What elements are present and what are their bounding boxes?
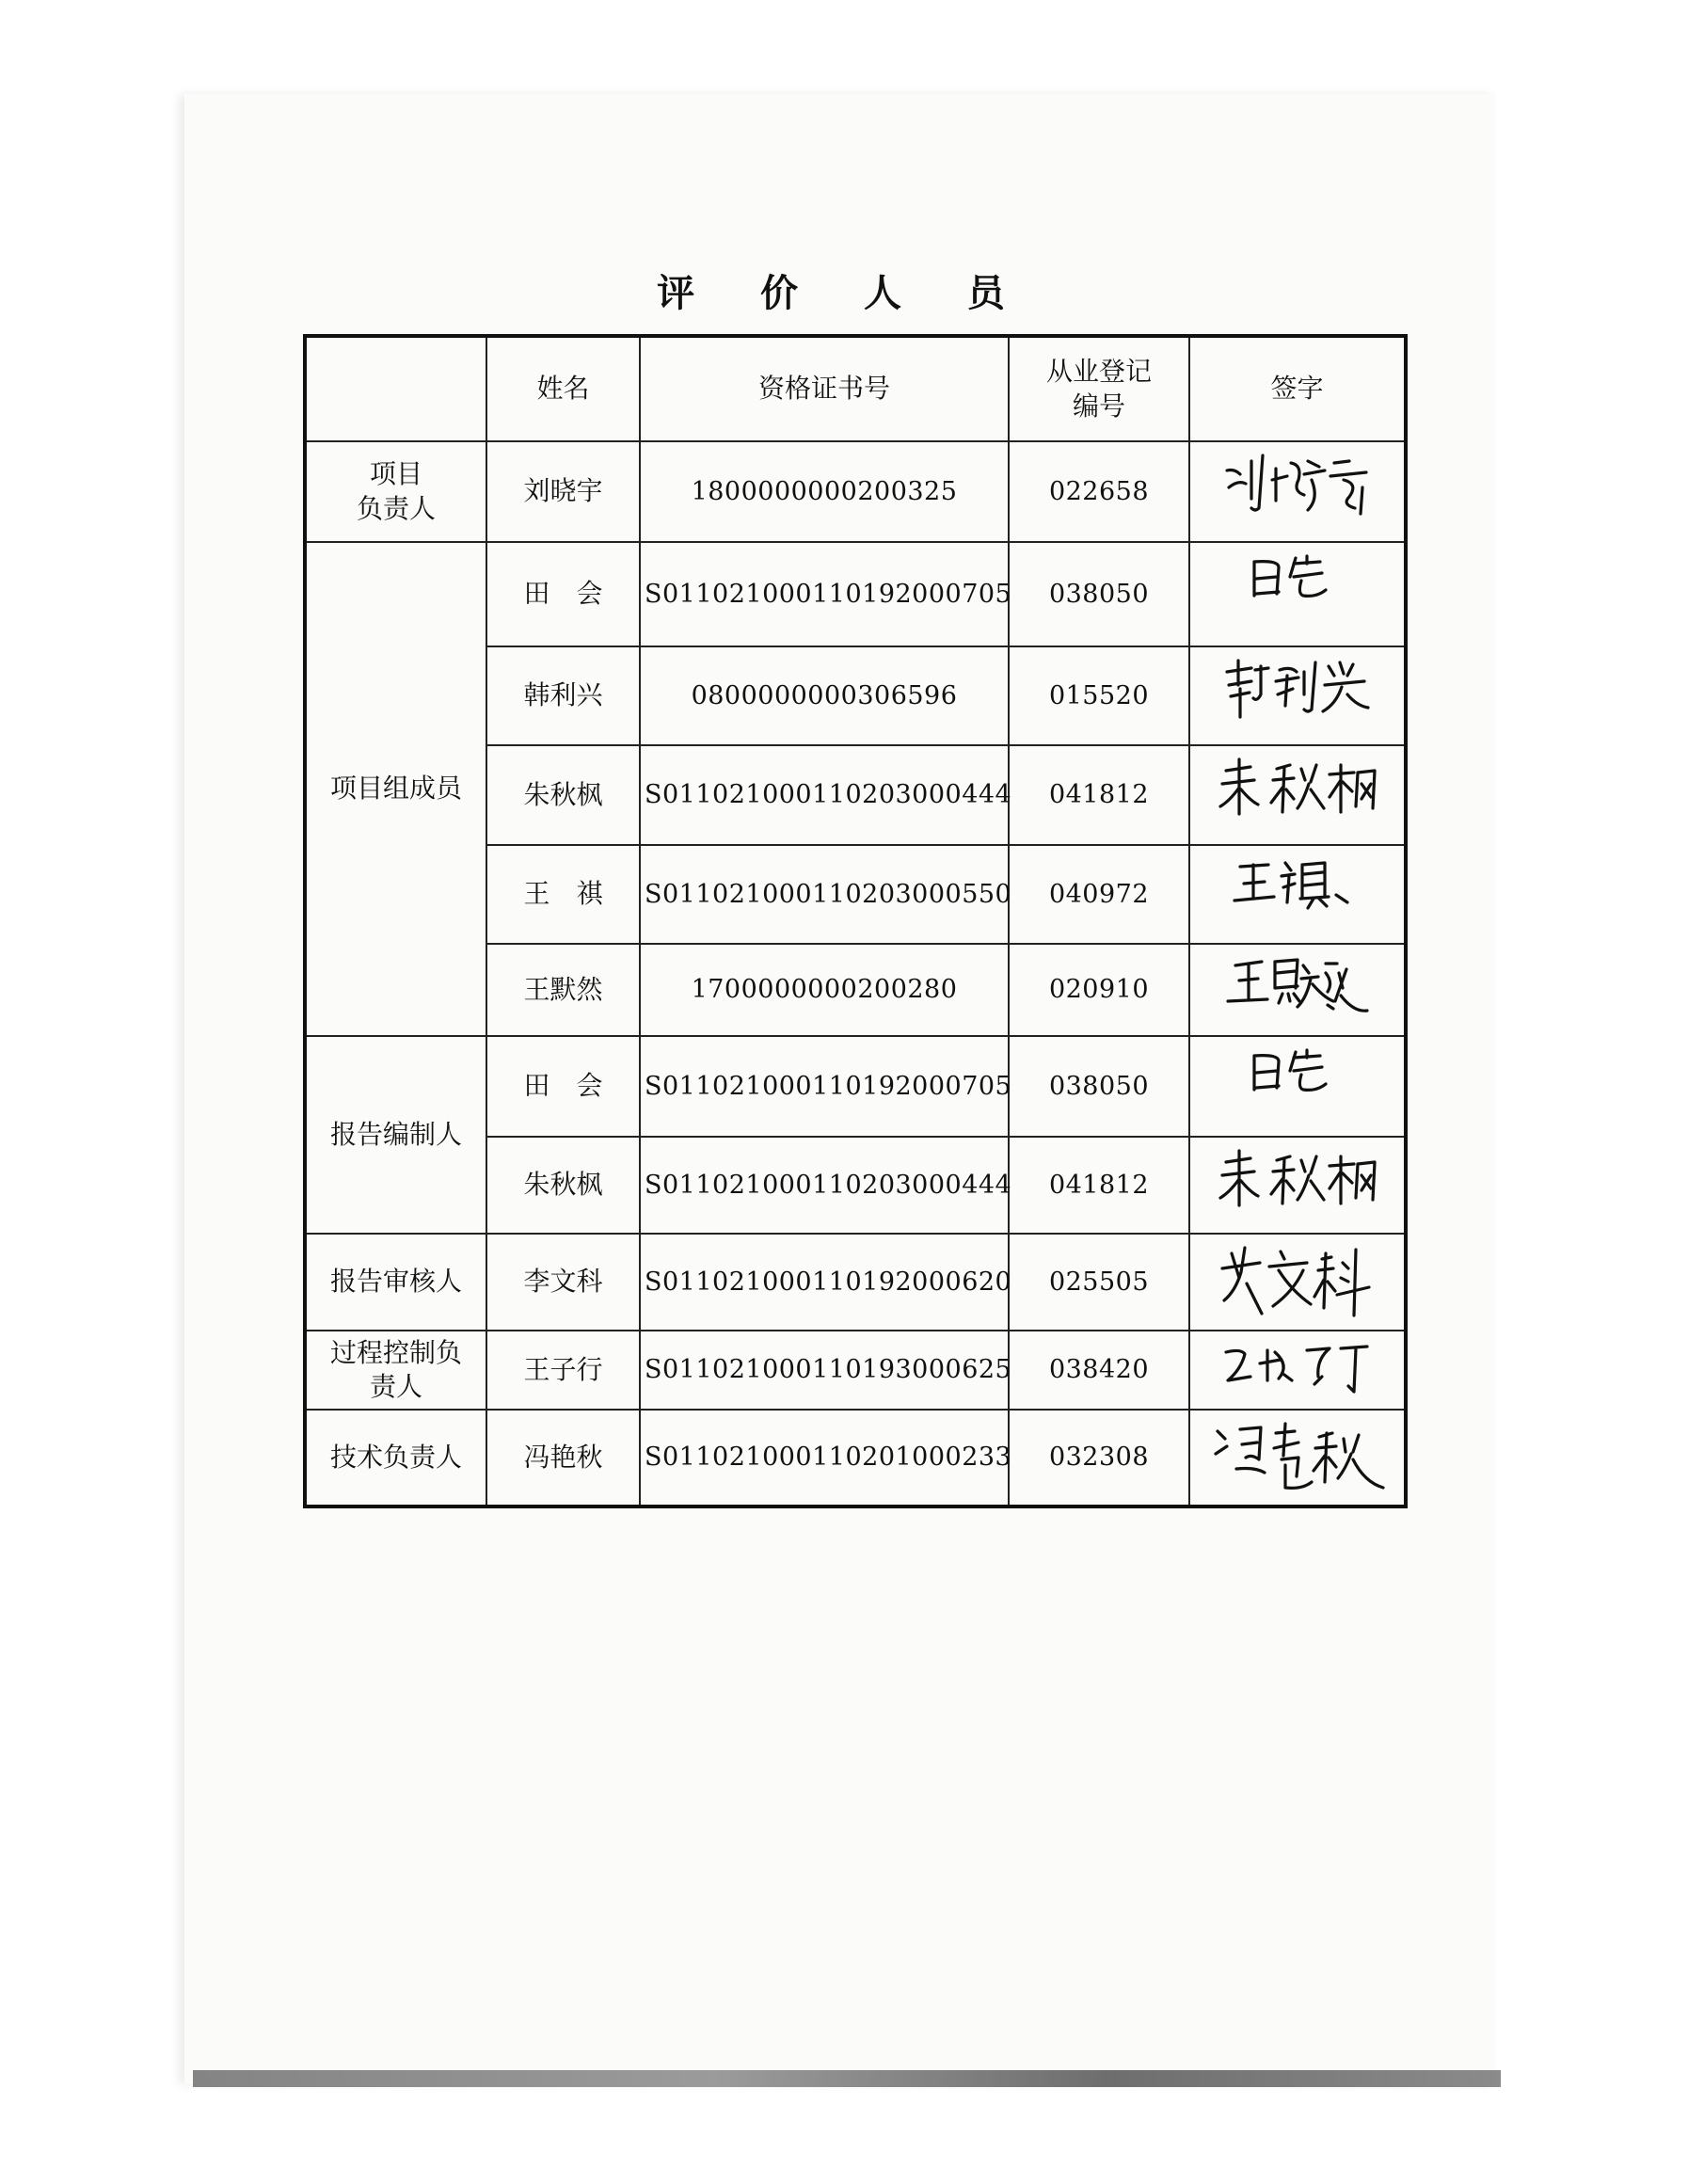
reg-cell: 041812 <box>1009 1137 1189 1234</box>
header-reg <box>1009 336 1189 441</box>
cert-cell: S011021000110203000550 <box>640 845 1009 944</box>
header-row <box>305 336 1406 441</box>
signature-image <box>1194 945 1400 1035</box>
signature-cell <box>1189 845 1406 944</box>
name-cell: 王 祺 <box>486 845 640 944</box>
reg-cell: 025505 <box>1009 1234 1189 1331</box>
name-cell: 韩利兴 <box>486 646 640 745</box>
cert-cell: S011021000110192000705 <box>640 542 1009 646</box>
cert-cell: S011021000110193000625 <box>640 1331 1009 1410</box>
signature-cell <box>1189 1234 1406 1331</box>
name-cell: 田 会 <box>486 542 640 646</box>
cert-cell: S011021000110203000444 <box>640 745 1009 845</box>
role-cell <box>305 441 486 542</box>
reg-cell: 038050 <box>1009 542 1189 646</box>
role-line1: 过程控制负 <box>329 1336 462 1368</box>
role-cell: 项目组成员 <box>305 542 486 1036</box>
name-cell: 田 会 <box>486 1036 640 1137</box>
signature-cell <box>1189 1137 1406 1234</box>
name-cell: 朱秋枫 <box>486 1137 640 1234</box>
cert-cell: S011021000110201000233 <box>640 1410 1009 1506</box>
signature-image <box>1194 647 1400 744</box>
signature-image <box>1194 1235 1400 1330</box>
signature-image <box>1194 543 1400 646</box>
role-cell: 报告审核人 <box>305 1234 486 1331</box>
reg-cell: 040972 <box>1009 845 1189 944</box>
signature-cell <box>1189 944 1406 1036</box>
signature-image <box>1194 442 1400 541</box>
evaluators-table <box>303 334 1408 1508</box>
table-row <box>305 441 1406 542</box>
name-cell: 李文科 <box>486 1234 640 1331</box>
table-row <box>305 1331 1406 1410</box>
signature-cell <box>1189 745 1406 845</box>
signature-image <box>1194 1331 1400 1409</box>
role-line1: 项目 <box>369 458 422 490</box>
cert-cell: 1700000000200280 <box>640 944 1009 1036</box>
signature-cell <box>1189 542 1406 646</box>
cert-cell: S011021000110192000620 <box>640 1234 1009 1331</box>
role-cell: 报告编制人 <box>305 1036 486 1234</box>
table-row <box>305 1234 1406 1331</box>
signature-image <box>1194 1138 1400 1233</box>
reg-cell: 041812 <box>1009 745 1189 845</box>
reg-cell: 038420 <box>1009 1331 1189 1410</box>
header-cert: 资格证书号 <box>640 336 1009 441</box>
table-row <box>305 542 1406 646</box>
role-line2: 责人 <box>369 1371 422 1402</box>
signature-cell <box>1189 646 1406 745</box>
paper-edge-shadow <box>193 2070 1501 2087</box>
table-row <box>305 1036 1406 1137</box>
name-cell: 冯艳秋 <box>486 1410 640 1506</box>
reg-cell: 020910 <box>1009 944 1189 1036</box>
signature-image <box>1194 846 1400 943</box>
signature-cell <box>1189 1331 1406 1410</box>
reg-cell: 015520 <box>1009 646 1189 745</box>
signature-image <box>1194 746 1400 844</box>
cert-cell: 1800000000200325 <box>640 441 1009 542</box>
reg-cell: 022658 <box>1009 441 1189 542</box>
name-cell: 刘晓宇 <box>486 441 640 542</box>
name-cell: 朱秋枫 <box>486 745 640 845</box>
signature-image <box>1194 1411 1400 1505</box>
reg-cell: 032308 <box>1009 1410 1189 1506</box>
signature-cell <box>1189 1410 1406 1506</box>
role-cell <box>305 1331 486 1410</box>
cert-cell: S011021000110203000444 <box>640 1137 1009 1234</box>
header-sign: 签字 <box>1189 336 1406 441</box>
header-reg-line2: 编号 <box>1072 390 1125 422</box>
cert-cell: S011021000110192000705 <box>640 1036 1009 1137</box>
signature-cell <box>1189 441 1406 542</box>
table-row <box>305 1410 1406 1506</box>
signature-cell <box>1189 1036 1406 1137</box>
cert-cell: 0800000000306596 <box>640 646 1009 745</box>
role-cell: 技术负责人 <box>305 1410 486 1506</box>
header-name: 姓名 <box>486 336 640 441</box>
name-cell: 王默然 <box>486 944 640 1036</box>
page-title: 评 价 人 员 <box>657 271 1031 315</box>
signature-image <box>1194 1037 1400 1136</box>
header-reg-line1: 从业登记 <box>1045 356 1152 388</box>
header-role <box>305 336 486 441</box>
reg-cell: 038050 <box>1009 1036 1189 1137</box>
name-cell: 王子行 <box>486 1331 640 1410</box>
role-line2: 负责人 <box>356 492 436 524</box>
